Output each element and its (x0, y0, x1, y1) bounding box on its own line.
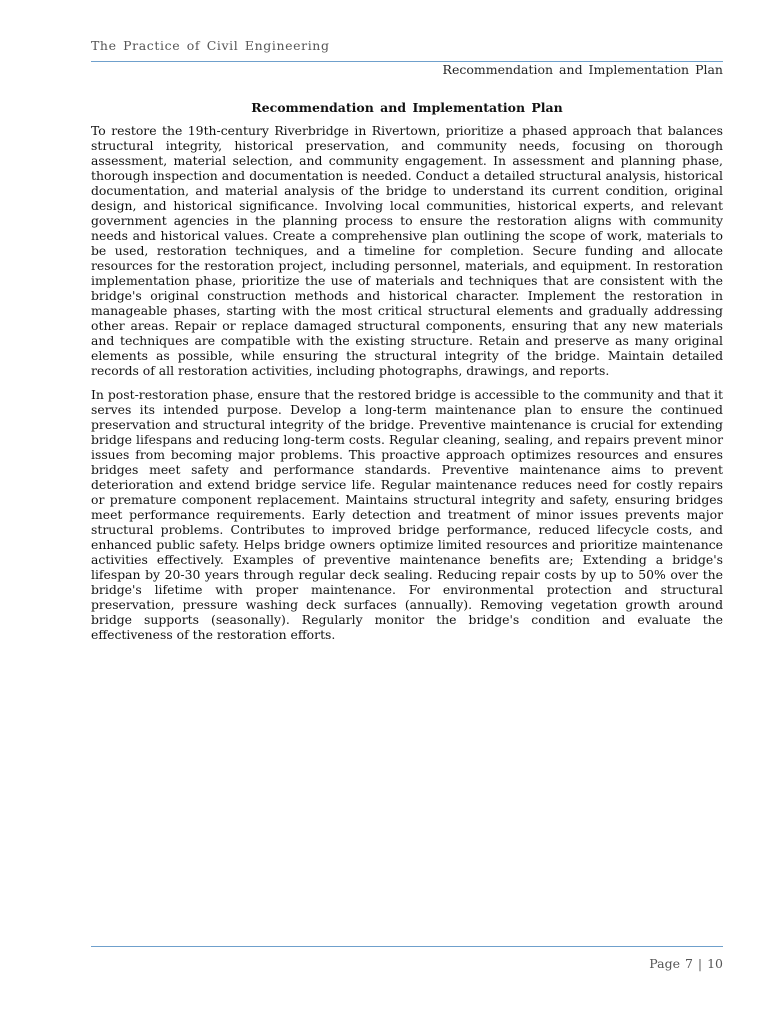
body-paragraph-2: In post-restoration phase, ensure that the restored bridge is accessible to the community and that it serves its intended purpose. Develop a long-term maintenance plan to ensure the continued preservation and structural integrity of the bridge. Preventive maintenance is crucial for extending bridge lifespans and reducing long-term costs. Regular cleaning, sealing, and repairs prevent minor issues from becoming major problems. This proactive approach optimizes resources and ensures bridges meet safety and performance standards. Preventive maintenance aims to prevent deterioration and extend bridge service life. Regular maintenance reduces need for costly repairs or premature component replacement. Maintains structural integrity and safety, ensuring bridges meet performance requirements. Early detection and treatment of minor issues prevents major structural problems. Contributes to improved bridge performance, reduced lifecycle costs, and enhanced public safety. Helps bridge owners optimize limited resources and prioritize maintenance activities effectively. Examples of preventive maintenance benefits are; Extending a bridge's lifespan by 20-30 years through regular deck sealing. Reducing repair costs by up to 50% over the bridge's lifetime with proper maintenance. For environmental protection and structural preservation, pressure washing deck surfaces (annually). Removing vegetation growth around bridge supports (seasonally). Regularly monitor the bridge's condition and evaluate the effectiveness of the restoration efforts. (91, 387, 723, 642)
document-body (91, 123, 723, 651)
body-paragraph-1: To restore the 19th-century Riverbridge in Rivertown, prioritize a phased approach that balances structural integrity, historical preservation, and community needs, focusing on thorough assessment, material selection, and community engagement. In assessment and planning phase, thorough inspection and documentation is needed. Conduct a detailed structural analysis, historical documentation, and material analysis of the bridge to understand its current condition, original design, and historical significance. Involving local communities, historical experts, and relevant government agencies in the planning process to ensure the restoration aligns with community needs and historical values. Create a comprehensive plan outlining the scope of work, materials to be used, restoration techniques, and a timeline for completion. Secure funding and allocate resources for the restoration project, including personnel, materials, and equipment. In restoration implementation phase, prioritize the use of materials and techniques that are consistent with the bridge's original construction methods and historical character. Implement the restoration in manageable phases, starting with the most critical structural elements and gradually addressing other areas. Repair or replace damaged structural components, ensuring that any new materials and techniques are compatible with the existing structure. Retain and preserve as many original elements as possible, while ensuring the structural integrity of the bridge. Maintain detailed records of all restoration activities, including photographs, drawings, and reports. (91, 123, 723, 378)
running-header-chapter-title: Recommendation and Implementation Plan (442, 62, 723, 77)
footer-divider (91, 946, 723, 947)
section-heading: Recommendation and Implementation Plan (251, 100, 563, 115)
running-header-book-title: The Practice of Civil Engineering (91, 38, 330, 53)
page-number: Page 7 | 10 (649, 956, 723, 971)
